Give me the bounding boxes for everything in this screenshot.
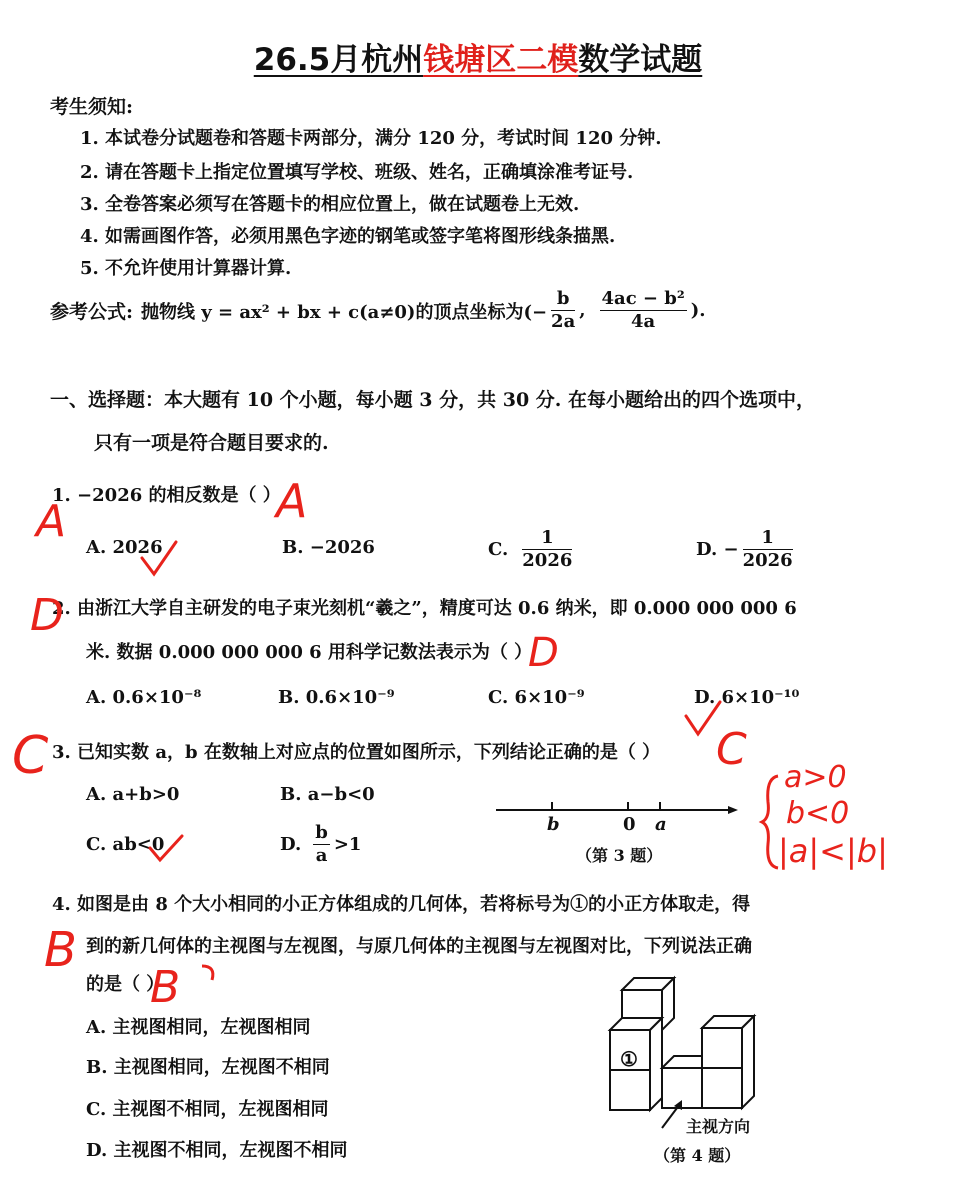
frac-numerator: b bbox=[315, 822, 328, 843]
frac-denominator: a bbox=[315, 845, 328, 866]
handwritten-answer: C bbox=[12, 726, 49, 786]
frac-numerator: b bbox=[551, 288, 575, 311]
handwritten-note: |a|<|b| bbox=[778, 832, 888, 870]
handwritten-paren-icon bbox=[198, 962, 222, 982]
direction-label: 主视方向 bbox=[686, 1117, 751, 1136]
option-label: D. − bbox=[696, 539, 739, 560]
formula-text: 抛物线 y = ax² + bx + c(a≠0)的顶点坐标为(− bbox=[141, 301, 548, 323]
handwritten-answer: D bbox=[528, 630, 559, 676]
handwritten-note: b<0 bbox=[786, 796, 850, 831]
q1-option-b: B. −2026 bbox=[282, 537, 375, 558]
q1-option-d bbox=[696, 527, 797, 572]
q2-option-d: D. 6×10⁻¹⁰ bbox=[694, 687, 800, 708]
formula-fraction-2 bbox=[600, 288, 687, 333]
q3-option-d bbox=[280, 822, 361, 867]
handwritten-answer: C bbox=[716, 724, 747, 775]
title-part2: 钱塘区二模 bbox=[423, 42, 579, 78]
frac-denominator: 2026 bbox=[742, 550, 793, 571]
title-part3: 数学试题 bbox=[578, 42, 703, 78]
question-1-stem: 1. −2026 的相反数是（ ） bbox=[52, 485, 281, 506]
check-mark-icon bbox=[148, 834, 188, 864]
frac-denominator: 4a bbox=[631, 311, 656, 332]
formula-fraction-1 bbox=[551, 288, 575, 333]
cube-label-1: ① bbox=[620, 1047, 638, 1071]
question-3-stem: 3. 已知实数 a，b 在数轴上对应点的位置如图所示，下列结论正确的是（ ） bbox=[52, 742, 661, 763]
q4-option-d: D. 主视图不相同，左视图不相同 bbox=[86, 1140, 348, 1161]
frac-numerator: 4ac − b² bbox=[601, 288, 685, 309]
q2-option-a: A. 0.6×10⁻⁸ bbox=[86, 687, 202, 708]
formula-label: 参考公式: bbox=[50, 301, 134, 323]
notice-item: 4. 如需画图作答，必须用黑色字迹的钢笔或签字笔将图形线条描黑. bbox=[80, 226, 616, 247]
q1-option-a: A. 2026 bbox=[86, 537, 163, 558]
reference-formula bbox=[50, 288, 706, 333]
check-mark-icon bbox=[140, 540, 180, 580]
section-heading: 一、选择题：本大题有 10 个小题，每小题 3 分，共 30 分. 在每小题给出的四个选项中， bbox=[50, 389, 816, 411]
question-2-stem: 2. 由浙江大学自主研发的电子束光刻机“羲之”，精度可达 0.6 纳米，即 0.000 000 000 6 bbox=[52, 598, 797, 619]
option-label: C. bbox=[488, 539, 509, 560]
option-label: D. bbox=[280, 834, 302, 855]
number-line-label-a: a bbox=[655, 814, 667, 835]
handwritten-note: a>0 bbox=[784, 760, 847, 795]
q2-option-c: C. 6×10⁻⁹ bbox=[488, 687, 585, 708]
q2-option-b: B. 0.6×10⁻⁹ bbox=[278, 687, 395, 708]
page-title bbox=[0, 34, 956, 79]
handwritten-answer: B bbox=[44, 922, 77, 978]
handwritten-answer: A bbox=[36, 496, 67, 547]
notice-heading: 考生须知: bbox=[50, 96, 134, 118]
arrow-head-icon bbox=[728, 806, 738, 814]
notice-item: 5. 不允许使用计算器计算. bbox=[80, 258, 292, 279]
figure-4-caption: （第 4 题） bbox=[654, 1146, 741, 1165]
frac-denominator: 2a bbox=[551, 311, 576, 332]
notice-item: 1. 本试卷分试题卷和答题卡两部分，满分 120 分，考试时间 120 分钟. bbox=[80, 128, 662, 149]
frac-numerator: 1 bbox=[743, 527, 793, 550]
notice-item: 2. 请在答题卡上指定位置填写学校、班级、姓名，正确填涂准考证号. bbox=[80, 162, 634, 183]
section-heading-2: 只有一项是符合题目要求的. bbox=[94, 432, 329, 454]
formula-end: ). bbox=[690, 300, 706, 321]
q1-c-fraction bbox=[522, 527, 572, 572]
handwritten-answer: B bbox=[150, 962, 181, 1013]
formula-separator: , bbox=[579, 300, 586, 321]
q3-d-tail: >1 bbox=[333, 834, 362, 855]
q4-option-a: A. 主视图相同，左视图相同 bbox=[86, 1017, 311, 1038]
handwritten-answer: D bbox=[30, 590, 64, 641]
q1-d-fraction bbox=[743, 527, 793, 572]
question-2-stem-2: 米. 数据 0.000 000 000 6 用科学记数法表示为（ ） bbox=[86, 642, 533, 663]
frac-numerator: 1 bbox=[522, 527, 572, 550]
handwritten-answer: A bbox=[276, 474, 308, 528]
figure-3-caption: （第 3 题） bbox=[576, 846, 663, 865]
number-line-label-0: 0 bbox=[623, 814, 636, 835]
question-4-stem-2: 到的新几何体的主视图与左视图，与原几何体的主视图与左视图对比，下列说法正确 bbox=[86, 936, 752, 957]
frac-denominator: 2026 bbox=[522, 550, 573, 571]
question-4-stem-3: 的是（ ） bbox=[86, 974, 165, 995]
q3-d-fraction bbox=[313, 822, 330, 867]
question-4-stem: 4. 如图是由 8 个大小相同的小正方体组成的几何体，若将标号为①的小正方体取走，得 bbox=[52, 894, 751, 915]
q4-option-c: C. 主视图不相同，左视图相同 bbox=[86, 1099, 329, 1120]
title-part1: 26.5月杭州 bbox=[253, 42, 424, 78]
q3-option-c: C. ab<0 bbox=[86, 834, 165, 855]
q1-option-c bbox=[488, 527, 576, 572]
number-line-label-b: b bbox=[547, 814, 560, 835]
q3-option-b: B. a−b<0 bbox=[280, 784, 375, 805]
direction-arrow-icon bbox=[658, 1098, 688, 1132]
q3-option-a: A. a+b>0 bbox=[86, 784, 180, 805]
number-line-figure bbox=[496, 798, 741, 828]
notice-item: 3. 全卷答案必须写在答题卡的相应位置上，做在试题卷上无效. bbox=[80, 194, 580, 215]
q4-option-b: B. 主视图相同，左视图不相同 bbox=[86, 1057, 330, 1078]
